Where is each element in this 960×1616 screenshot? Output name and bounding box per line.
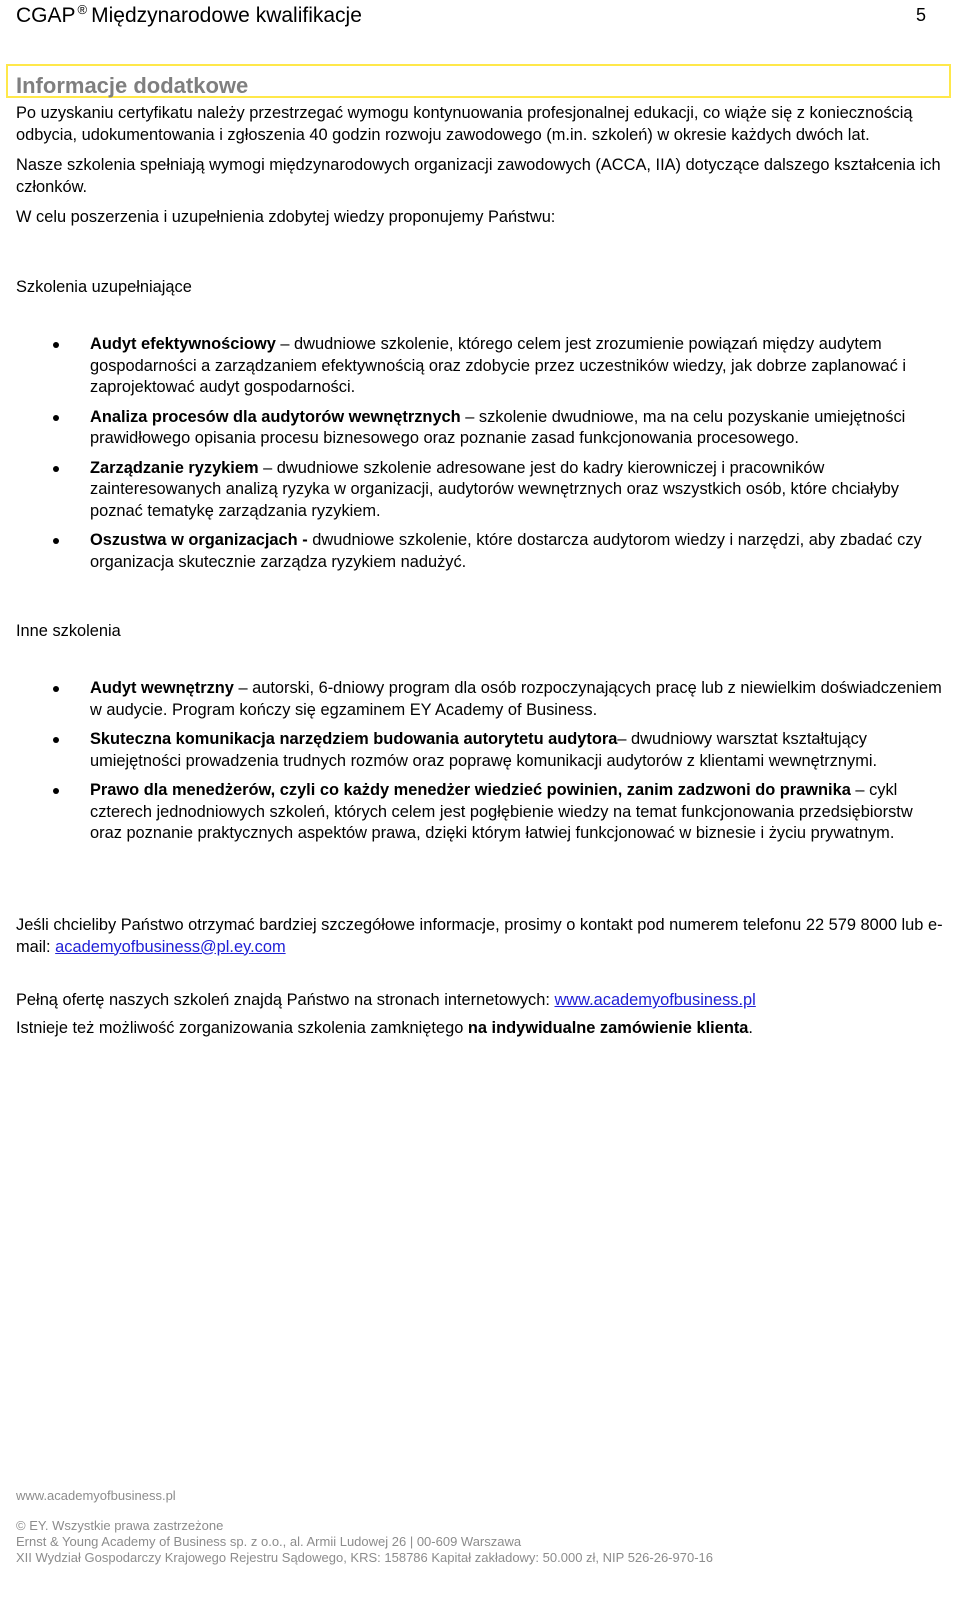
section-title: Informacje dodatkowe [16, 73, 249, 98]
contact-paragraph [16, 915, 946, 958]
item-title: Prawo dla menedżerów, czyli co każdy menedżer wiedzieć powinien, zanim zadzwoni do prawnika [90, 781, 851, 799]
header-title [16, 2, 362, 28]
list-item [16, 678, 946, 721]
offer-paragraph [16, 990, 946, 1039]
bullet-icon [53, 686, 59, 692]
list-item [16, 729, 946, 772]
item-title: Analiza procesów dla audytorów wewnętrznych [90, 407, 461, 426]
registered-mark: ® [77, 2, 88, 17]
footer-copyright: © EY. Wszystkie prawa zastrzeżone [16, 1518, 224, 1533]
supplementary-list [16, 334, 946, 581]
other-heading: Inne szkolenia [16, 622, 121, 640]
bullet-icon [53, 737, 59, 743]
header-title-prefix: CGAP [16, 4, 76, 27]
item-description: – dwudniowe szkolenie, którego celem jest zrozumienie powiązań między audytem gospodarności a zarządzaniem efektywnością oraz zdobycie przez uczestników wiedzy, jak dobrze zaplanować i zaprojektować audyt gospodarności. [90, 335, 906, 396]
page-header [16, 0, 926, 34]
intro-paragraph: W celu poszerzenia i uzupełnienia zdobytej wiedzy proponujemy Państwu: [16, 208, 556, 226]
item-title: Skuteczna komunikacja narzędziem budowania autorytetu audytora [90, 730, 618, 748]
page-number: 5 [915, 5, 926, 25]
item-title: Oszustwa w organizacjach - [90, 531, 308, 549]
item-title: Zarządzanie ryzykiem [90, 458, 259, 477]
item-description: dwudniowe szkolenie, które dostarcza audytorom wiedzy i narzędzi, aby zbadać czy organizacja skutecznie zarządza ryzykiem nadużyć. [90, 531, 922, 571]
list-item [16, 530, 946, 573]
item-description: – cykl czterech jednodniowych szkoleń, których celem jest pogłębienie wiedzy na temat funkcjonowania przedsiębiorstw oraz poznanie praktycznych aspektów prawa, dzięki którym łatwiej funkcjonować w biznesie i życiu prywatnym. [90, 781, 913, 842]
item-title: Audyt efektywnościowy [90, 335, 276, 353]
list-item [16, 780, 946, 845]
item-description: – szkolenie dwudniowe, ma na celu pozyskanie umiejętności prawidłowego opisania procesu biznesowego oraz poznanie zasad funkcjonowania procesowego. [90, 407, 906, 447]
bullet-icon [53, 415, 59, 421]
list-item [16, 458, 946, 523]
supplementary-heading: Szkolenia uzupełniające [16, 278, 192, 296]
bullet-icon [53, 788, 59, 794]
website-link[interactable]: www.academyofbusiness.pl [554, 991, 756, 1009]
footer-website: www.academyofbusiness.pl [16, 1488, 176, 1503]
footer-company: Ernst & Young Academy of Business sp. z o.o., al. Armii Ludowej 26 | 00-609 Warszawa [16, 1534, 522, 1549]
item-description: – dwudniowy warsztat kształtujący umiejętności prowadzenia trudnych rozmów oraz poprawę komunikacji audytorów z klientami wewnętrznymi. [90, 730, 878, 770]
contact-text: Jeśli chcieliby Państwo otrzymać bardziej szczegółowe informacje, prosimy o kontakt pod numerem telefonu 22 579 8000 lub e-mail: [16, 916, 943, 956]
item-title: Audyt wewnętrzny [90, 679, 234, 697]
intro-text [16, 103, 946, 238]
header-title-suffix: Międzynarodowe kwalifikacje [91, 4, 362, 27]
email-link[interactable]: academyofbusiness@pl.ey.com [55, 937, 286, 956]
bullet-icon [53, 538, 59, 544]
bullet-icon [53, 466, 59, 472]
closed-training-text: Istnieje też możliwość zorganizowania szkolenia zamkniętego [16, 1018, 468, 1037]
intro-paragraph: Nasze szkolenia spełniają wymogi międzynarodowych organizacji zawodowych (ACCA, IIA) dotyczące dalszego kształcenia ich członków. [16, 156, 941, 196]
other-list [16, 678, 946, 853]
offer-text: Pełną ofertę naszych szkoleń znajdą Państwo na stronach internetowych: [16, 991, 555, 1009]
section-title-box [6, 64, 951, 98]
footer-registry: XII Wydział Gospodarczy Krajowego Rejestru Sądowego, KRS: 158786 Kapitał zakładowy: 50.000 zł, NIP 526-26-970-16 [16, 1550, 713, 1565]
list-item [16, 407, 946, 450]
item-description: – dwudniowe szkolenie adresowane jest do kadry kierowniczej i pracowników zainteresowanych analizą ryzyka w organizacji, audytorów wewnętrznych oraz wszystkich osób, które chciałyby poznać tematykę zarządzania ryzykiem. [90, 458, 899, 520]
closed-training-emphasis: na indywidualne zamówienie klienta [467, 1018, 749, 1037]
intro-paragraph: Po uzyskaniu certyfikatu należy przestrzegać wymogu kontynuowania profesjonalnej edukacji, co wiąże się z koniecznością odbycia, udokumentowania i zgłoszenia 40 godzin rozwoju zawodowego (m.in. szkoleń) w okresie każdych dwóch lat. [16, 104, 913, 144]
bullet-icon [53, 342, 59, 348]
closed-training-suffix: . [748, 1018, 753, 1037]
item-description: – autorski, 6-dniowy program dla osób rozpoczynających pracę lub z niewielkim doświadczeniem w audycie. Program kończy się egzaminem EY Academy of Business. [90, 679, 942, 719]
list-item [16, 334, 946, 399]
